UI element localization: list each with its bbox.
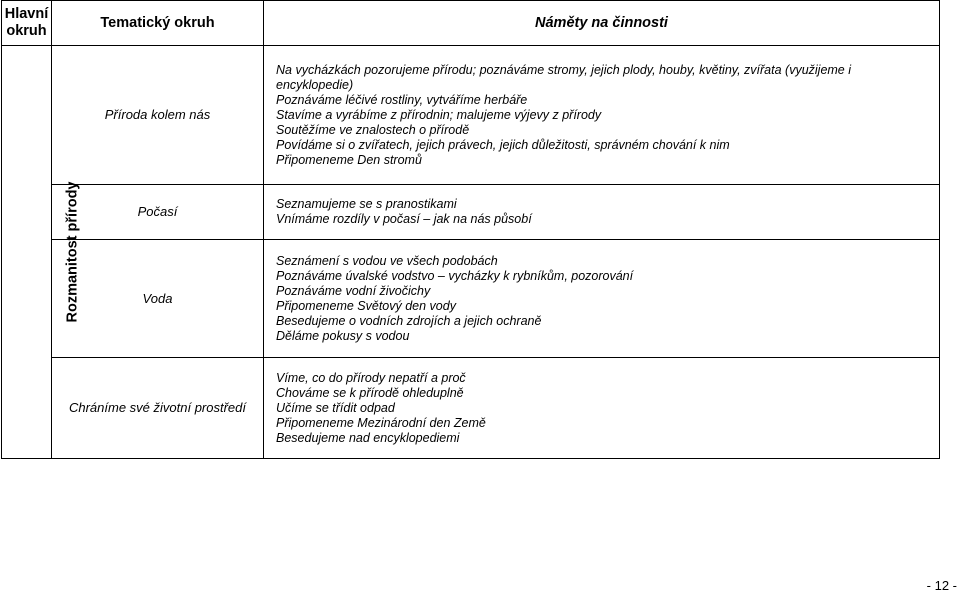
idea-line: Děláme pokusy s vodou (276, 328, 410, 343)
idea-line: Poznáváme úvalské vodstvo – vycházky k rybníkům, pozorování (276, 268, 634, 283)
idea-line: Učíme se třídit odpad (276, 400, 395, 415)
idea-line: Seznamujeme se s pranostikami (276, 197, 457, 211)
idea-line: Chováme se k přírodě ohleduplně (276, 385, 464, 400)
topic-cell: Chráníme své životní prostředí (52, 358, 264, 459)
idea-line: Poznáváme vodní živočichy (276, 283, 431, 298)
main-area-cell (2, 46, 81, 459)
ideas-cell (264, 240, 940, 358)
idea-line: Na vycházkách pozorujeme přírodu; poznáváme stromy, jejich plody, houby, květiny, zvířata (využijeme i encyklopedie) (276, 62, 852, 92)
topic-cell: Voda (52, 240, 264, 358)
page-number: - 12 - (926, 578, 957, 593)
header-topic: Tematický okruh (52, 1, 264, 46)
header-main-area: Hlavní okruh (2, 1, 52, 46)
idea-line: Připomeneme Světový den vody (276, 298, 456, 313)
idea-line: Besedujeme o vodních zdrojích a jejich ochraně (276, 313, 542, 328)
main-area-label: Rozmanitost přírody (64, 181, 81, 323)
ideas-cell (264, 358, 940, 459)
ideas-cell (264, 185, 940, 240)
idea-line: Připomeneme Den stromů (276, 152, 422, 167)
idea-line: Stavíme a vyrábíme z přírodnin; malujeme výjevy z přírody (276, 107, 602, 122)
idea-line: Vnímáme rozdíly v počasí – jak na nás působí (276, 212, 532, 226)
idea-line: Víme, co do přírody nepatří a proč (276, 370, 466, 385)
header-ideas: Náměty na činnosti (264, 1, 940, 46)
table-row (2, 185, 940, 240)
ideas-cell (264, 46, 940, 185)
idea-line: Besedujeme nad encyklopediemi (276, 430, 460, 445)
idea-line: Seznámení s vodou ve všech podobách (276, 253, 498, 268)
topic-cell: Příroda kolem nás (52, 46, 264, 185)
idea-line: Poznáváme léčivé rostliny, vytváříme herbáře (276, 92, 528, 107)
idea-line: Povídáme si o zvířatech, jejich právech, jejich důležitosti, správném chování k nim (276, 137, 730, 152)
topic-cell: Počasí (52, 185, 264, 240)
table-row (2, 358, 940, 459)
idea-line: Soutěžíme ve znalostech o přírodě (276, 122, 470, 137)
table-row (2, 46, 940, 185)
idea-line: Připomeneme Mezinárodní den Země (276, 415, 486, 430)
table-row (2, 240, 940, 358)
curriculum-table (1, 0, 940, 459)
